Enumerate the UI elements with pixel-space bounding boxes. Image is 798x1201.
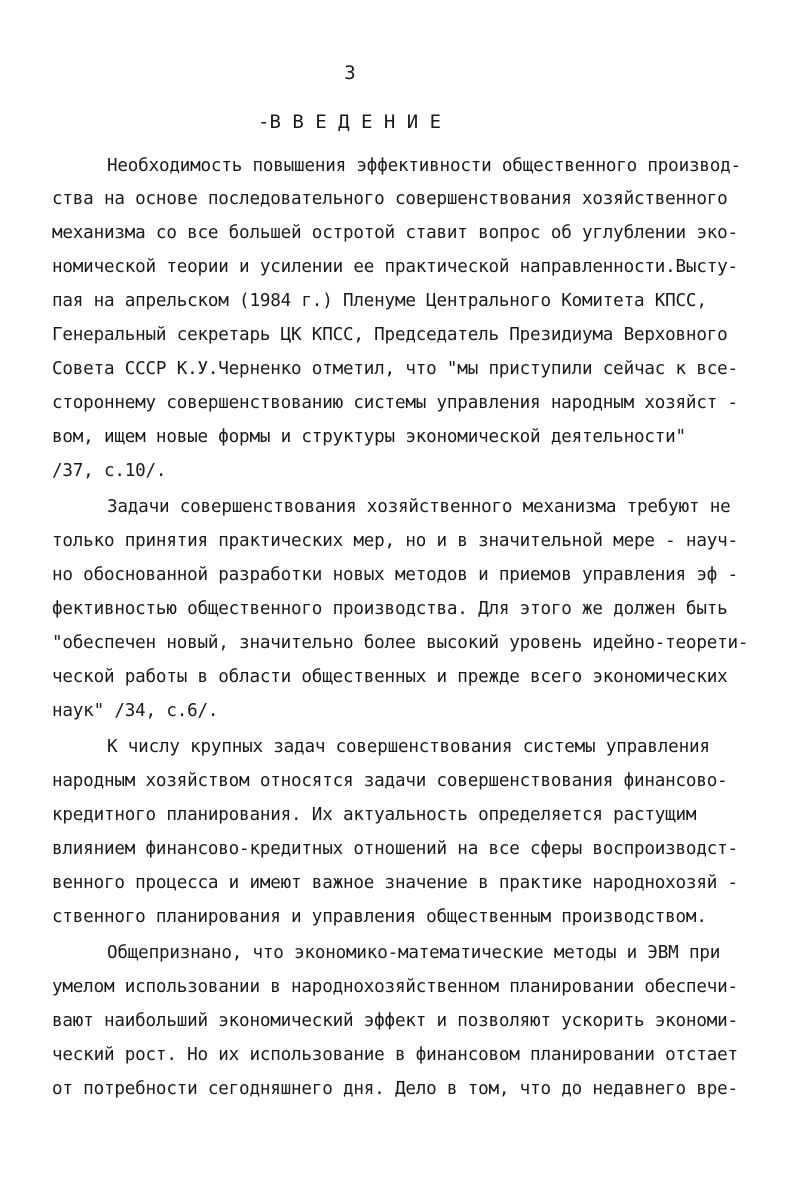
text-line: Необходимость повышения эффективности общественного производ- [107,156,741,176]
text-line: ства на основе последовательного совершенствования хозяйственного [52,189,728,209]
page-number: 3 [344,62,356,84]
text-line: народным хозяйством относятся задачи совершенствования финансово- [52,771,728,791]
text-line: умелом использовании в народнохозяйственном планировании обеспечи- [52,977,738,997]
text-line: влиянием финансово-кредитных отношений на все сферы воспроизводст- [52,839,738,859]
text-line: К числу крупных задач совершенствования системы управления [107,737,710,757]
text-line: вом, ищем новые формы и структуры экономической деятельности" [52,427,686,447]
text-line: Задачи совершенствования хозяйственного механизма требуют не [107,497,731,517]
text-line: вают наибольший экономический эффект и позволяют ускорить экономи- [52,1011,738,1031]
text-line: /37, с.10/. [52,461,167,481]
text-line: венного процесса и имеют важное значение в практике народнохозяй - [52,873,738,893]
text-line: Общепризнано, что экономико-математические методы и ЭВМ при [107,943,721,963]
text-line: ственного планирования и управления общественным производством. [52,907,707,927]
text-line: номической теории и усилении ее практической направленности.Высту- [52,257,738,277]
text-line: "обеспечен новый, значительно более высокий уровень идейно-теорети- [52,633,749,653]
text-line: только принятия практических мер, но и в значительной мере - науч- [52,531,738,551]
text-line: фективностью общественного производства. Для этого же должен быть [52,599,728,619]
text-line: механизма со все большей остротой ставит вопрос об углублении эко- [52,223,738,243]
text-line: ческий рост. Но их использование в финансовом планировании отстает [52,1045,738,1065]
section-heading: -В В Е Д Е Н И Е [258,111,442,133]
text-line: от потребности сегодняшнего дня. Дело в том, что до недавнего вре- [52,1079,738,1099]
text-line: Генеральный секретарь ЦК КПСС, Председатель Президиума Верховного [52,325,728,345]
text-line: пая на апрельском (1984 г.) Пленуме Центрального Комитета КПСС, [52,291,707,311]
text-line: ческой работы в области общественных и прежде всего экономических [52,667,728,687]
text-line: стороннему совершенствованию системы управления народным хозяйст - [52,393,738,413]
text-line: наук" /34, с.6/. [52,701,219,721]
text-line: но обоснованной разработки новых методов и приемов управления эф - [52,565,738,585]
text-line: Совета СССР К.У.Черненко отметил, что "мы приступили сейчас к все- [52,359,738,379]
text-line: кредитного планирования. Их актуальность определяется растущим [52,805,697,825]
